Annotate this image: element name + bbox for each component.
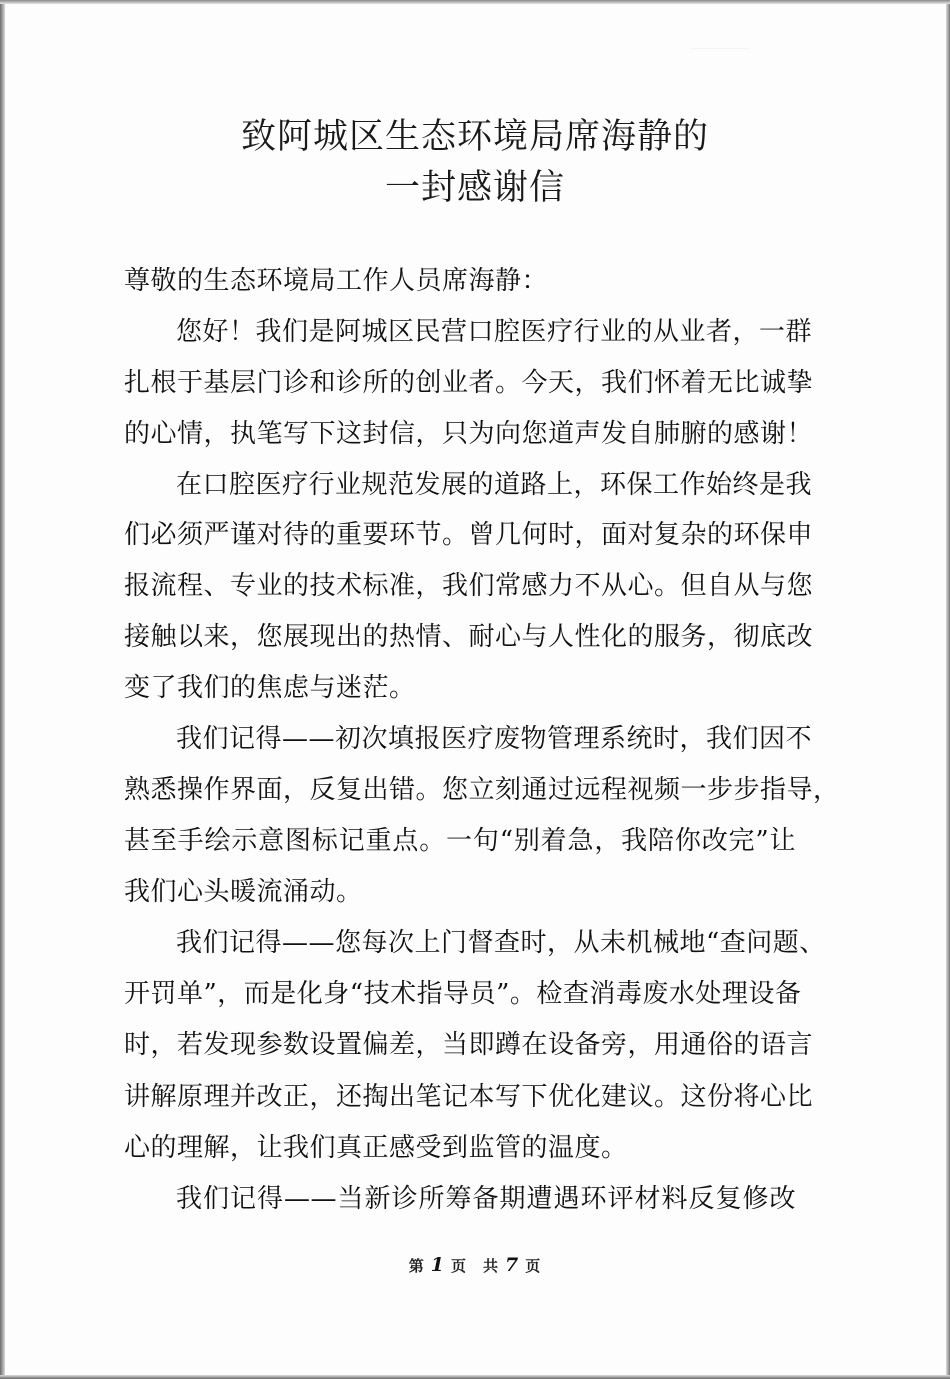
body-line: 我们心头暖流涌动。 <box>124 877 363 907</box>
scan-edge-top <box>0 0 950 4</box>
body-line: 开罚单”，而是化身“技术指导员”。检查消毒废水处理设备 <box>124 979 802 1009</box>
body-line: 扎根于基层门诊和诊所的创业者。今天，我们怀着无比诚挚 <box>124 368 814 398</box>
body-line: 接触以来，您展现出的热情、耐心与人性化的服务，彻底改 <box>124 622 814 652</box>
body-line: 我们记得——初次填报医疗废物管理系统时，我们因不 <box>176 724 813 754</box>
page-footer <box>0 1254 950 1276</box>
salutation: 尊敬的生态环境局工作人员席海静： <box>124 266 549 296</box>
body-line: 我们记得——当新诊所筹备期遭遇环评材料反复修改 <box>176 1184 796 1214</box>
footer-prefix: 第 <box>408 1257 425 1275</box>
body-line: 报流程、专业的技术标准，我们常感力不从心。但自从与您 <box>124 571 814 601</box>
footer-middle: 页 共 <box>450 1257 499 1275</box>
body-line: 您好！我们是阿城区民营口腔医疗行业的从业者，一群 <box>176 317 813 347</box>
body-line: 熟悉操作界面，反复出错。您立刻通过远程视频一步步指导， <box>124 775 840 805</box>
body-line: 们必须严谨对待的重要环节。曾几何时，面对复杂的环保申 <box>124 520 814 550</box>
body-line: 在口腔医疗行业规范发展的道路上，环保工作始终是我 <box>176 470 813 500</box>
footer-total-pages: 7 <box>505 1254 520 1276</box>
body-line: 讲解原理并改正，还掏出笔记本写下优化建议。这份将心比 <box>124 1082 814 1112</box>
body-line: 的心情，执笔写下这封信，只为向您道声发自肺腑的感谢！ <box>124 419 814 449</box>
footer-suffix: 页 <box>525 1257 542 1275</box>
body-line: 时，若发现参数设置偏差，当即蹲在设备旁，用通俗的语言 <box>124 1030 814 1060</box>
body-line: 甚至手绘示意图标记重点。一句“别着急，我陪你改完”让 <box>124 826 796 856</box>
body-line: 心的理解，让我们真正感受到监管的温度。 <box>124 1133 628 1163</box>
letter-title-line-1: 致阿城区生态环境局席海静的 <box>240 117 709 157</box>
footer-page-number: 1 <box>430 1254 445 1276</box>
faint-stamp-mark <box>690 48 750 69</box>
scan-edge-bottom <box>0 1375 950 1379</box>
body-line: 变了我们的焦虑与迷茫。 <box>124 673 416 703</box>
body-line: 我们记得——您每次上门督查时，从未机械地“查问题、 <box>176 928 826 958</box>
letter-title-line-2: 一封感谢信 <box>384 168 565 208</box>
